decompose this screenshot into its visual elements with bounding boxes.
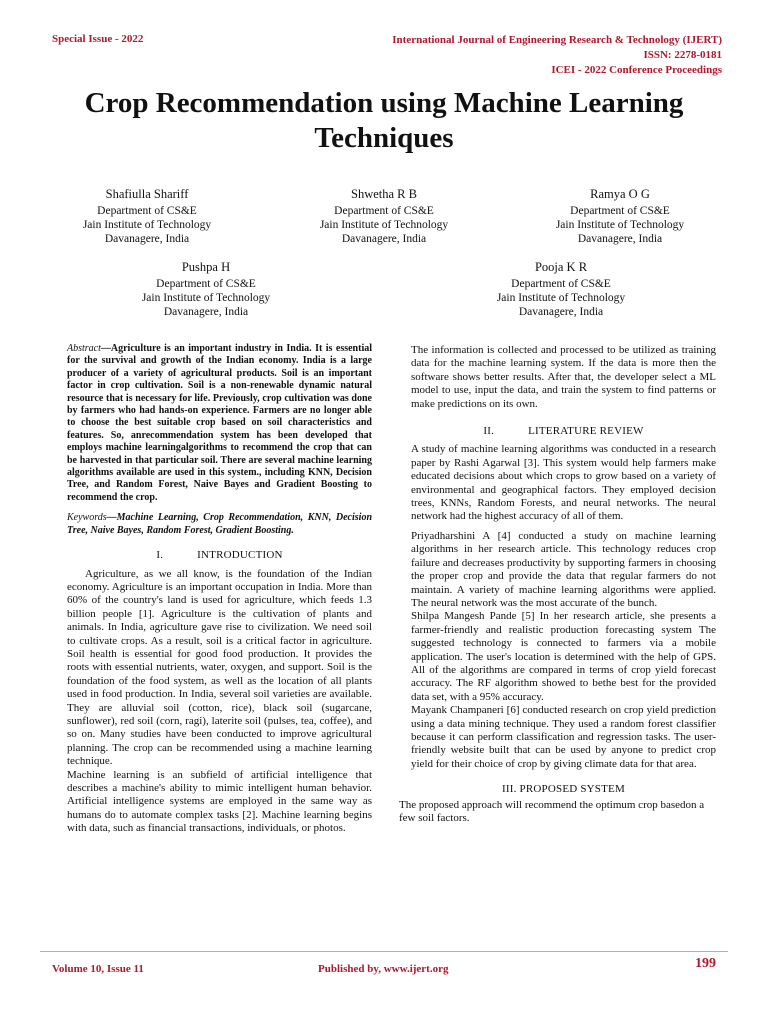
- footer-publisher: Published by, www.ijert.org: [318, 963, 449, 975]
- conference-proceedings: ICEI - 2022 Conference Proceedings: [551, 64, 722, 76]
- abstract-label: Abstract: [67, 343, 101, 354]
- section-heading-literature-review: [411, 425, 716, 438]
- running-header-issue: Special Issue - 2022: [52, 33, 144, 45]
- running-header-journal: [392, 33, 722, 78]
- keywords: [67, 512, 372, 537]
- author-location: Davanagere, India: [341, 233, 427, 245]
- author-dept: Department of CS&E: [334, 205, 434, 217]
- keywords-label: Keywords: [67, 512, 107, 524]
- author-name: Shwetha R B: [351, 187, 417, 201]
- literature-paragraph: Priyadharshini A [4] conducted a study on machine learning algorithms in her research article. This technology reduces crop failure and decreases productivity by supporting farmers in choosing the proper crop and provide the data that regular farmers do not maintain. A variety of machine learning algorithms were applied. The neural network was the most accurate of the bunch.: [411, 529, 716, 609]
- author-institute: Jain Institute of Technology: [141, 292, 271, 304]
- author-block: [510, 186, 730, 246]
- footer-divider: [40, 951, 728, 952]
- author-name: Pooja K R: [534, 260, 588, 274]
- author-location: Davanagere, India: [104, 233, 190, 245]
- section-title: INTRODUCTION: [197, 549, 283, 562]
- footer-volume: Volume 10, Issue 11: [52, 963, 144, 975]
- author-name: Pushpa H: [181, 260, 231, 274]
- abstract-text: —Agriculture is an important industry in India. It is essential for the survival and growth of the Indian economy. India is a large producer of a variety of agricultural products. Soil is an important factor in crop cultivation. Soil is a non-renewable dynamic natural resource that is necessary for life. Previously, crop cultivation was done by farmers who had hands-on experience. Farmers are no longer able to choose the best suitable crop based on soil characteristics and features. So, anrecommendation system has been developed that employs machine learningalgorithms to recommend the crop that can be harvested in that particular soil. There are several machine learning algorithms available are used in this system., including KNN, Decision Tree, and Random Forest, Naive Bayes and Gradient Boosting to recommend the crop.: [67, 343, 372, 503]
- proposed-paragraph: The proposed approach will recommend the optimum crop basedon a few soil factors.: [399, 798, 705, 824]
- paper-title: Crop Recommendation using Machine Learning Techniques: [84, 87, 684, 154]
- intro-paragraph: Machine learning is an subfield of artificial intelligence that describes a machine's ability to mimic intelligent human behavior. Artificial intelligence systems are employed in the same way as humans do to automate complex tasks [2]. Machine learning begins with data, such as financial transactions, individuals, or photos.: [67, 768, 372, 835]
- right-column: [399, 344, 716, 825]
- author-block: [96, 259, 316, 319]
- intro-continued-paragraph: The information is collected and processed to be utilized as training data for the machine learning system. If the data is more then the software shows better results. After that, the developer select a ML model to use, input the data, and train the system to find patterns or make predictions on its own.: [411, 344, 716, 410]
- journal-issn: ISSN: 2278-0181: [643, 49, 722, 61]
- page-number: 199: [695, 956, 716, 971]
- author-location: Davanagere, India: [163, 306, 249, 318]
- section-heading-introduction: [67, 549, 372, 562]
- author-block: [451, 259, 671, 319]
- section-number: I.: [156, 549, 164, 562]
- intro-paragraph: Agriculture, as we all know, is the foundation of the Indian economy. Agriculture is an important occupation in India. More than 60% of the country's land is used for agriculture, which feeds 1.3 billion people [1]. Agriculture is the cultivation of plants and animals. In India, agriculture gave rise to civilization. We need soil to cultivate crops. As a result, soil is a critical factor in agriculture. Soil health is essential for good food production. It provides the roots with essential nutrients, water, oxygen, and support. Soil is the foundation of the food system, as well as the location of all plants used in food production. In India, several soil varieties are available. They are alluvial soil (cotton, rice), black soil (sugarcane, sunflower), red soil (corn, ragi), laterite soil (pulses, tea, coffee), and so on. Many studies have been conducted to improve agricultural planning. The crop can be recommended using a machine learning technique.: [67, 567, 372, 768]
- author-dept: Department of CS&E: [570, 205, 670, 217]
- author-block: [37, 186, 257, 246]
- journal-name: International Journal of Engineering Research & Technology (IJERT): [392, 34, 722, 46]
- author-dept: Department of CS&E: [511, 278, 611, 290]
- keywords-text: —Machine Learning, Crop Recommendation, KNN, Decision Tree, Naive Bayes, Random Forest, Gradient Boosting.: [67, 512, 372, 536]
- section-number: II.: [483, 425, 495, 438]
- author-location: Davanagere, India: [518, 306, 604, 318]
- author-name: Shafiulla Shariff: [105, 187, 189, 201]
- author-location: Davanagere, India: [577, 233, 663, 245]
- author-institute: Jain Institute of Technology: [496, 292, 626, 304]
- literature-paragraph: Shilpa Mangesh Pande [5] In her research article, she presents a farmer-friendly and realistic production forecasting system The suggested technology is connected to farmers via a mobile application. The user's location is determined with the help of GPS. All of the algorithms are compared in terms of crop yield forecast accuracy. The RF algorithm showed to bethe best for the provided data set, with a 95% accuracy.: [411, 610, 716, 703]
- author-dept: Department of CS&E: [156, 278, 256, 290]
- author-block: [274, 186, 494, 246]
- author-institute: Jain Institute of Technology: [82, 219, 212, 231]
- abstract: [67, 343, 372, 504]
- literature-paragraph: Mayank Champaneri [6] conducted research on crop yield prediction using a data mining technique. They used a random forest classifier because it can perform classification and regression tasks. The user-friendly website built that can be used by anyone to predict crop yield for their choice of crop by giving climate data for that area.: [411, 704, 716, 770]
- author-institute: Jain Institute of Technology: [319, 219, 449, 231]
- section-heading-proposed-system: III. PROPOSED SYSTEM: [502, 783, 625, 796]
- left-column: [67, 343, 372, 836]
- section-title: LITERATURE REVIEW: [528, 425, 644, 438]
- author-name: Ramya O G: [590, 187, 650, 201]
- author-institute: Jain Institute of Technology: [555, 219, 685, 231]
- author-dept: Department of CS&E: [97, 205, 197, 217]
- literature-paragraph: A study of machine learning algorithms was conducted in a research paper by Rashi Agarwal [3]. This system would help farmers make educated decisions about which crops to grow based on a variety of environmental and geographical factors. They employed decision trees, KNNs, Random Forests, and neural networks. The neural network had the highest accuracy of all of them.: [411, 443, 716, 523]
